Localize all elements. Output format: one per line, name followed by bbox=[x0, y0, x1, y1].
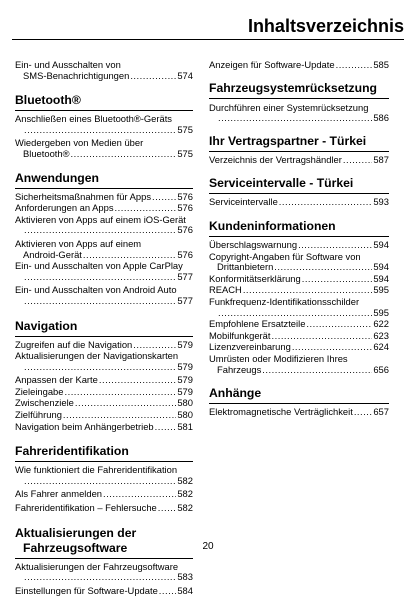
dot-leader bbox=[24, 272, 176, 283]
section-heading: Kundeninformationen bbox=[209, 219, 389, 237]
dot-leader bbox=[298, 240, 372, 251]
toc-entry-text: Funkfrequenz-Identifikationsschilder bbox=[209, 295, 360, 307]
toc-entry-text: Überschlagswarnung bbox=[209, 238, 298, 250]
page-ref: 594 bbox=[373, 272, 389, 284]
toc-entry[interactable] bbox=[15, 586, 193, 596]
toc-entry-text: Elektromagnetische Verträglichkeit bbox=[209, 406, 353, 418]
page-ref: 579 bbox=[177, 374, 193, 386]
toc-entry-text: Konformitätserklärung bbox=[209, 272, 301, 284]
toc-entry[interactable] bbox=[209, 297, 389, 318]
dot-leader bbox=[115, 203, 177, 214]
dot-leader bbox=[64, 387, 176, 398]
toc-entry[interactable] bbox=[209, 240, 389, 251]
page-ref: 595 bbox=[373, 284, 389, 296]
toc-entry[interactable] bbox=[15, 410, 193, 421]
toc-right-column bbox=[209, 60, 389, 418]
toc-entry-text: Aktualisierungen der Fahrzeugsoftware bbox=[15, 560, 179, 572]
toc-entry[interactable] bbox=[209, 319, 389, 330]
page-ref: 577 bbox=[177, 270, 193, 282]
dot-leader bbox=[24, 362, 176, 373]
dot-leader bbox=[336, 60, 373, 71]
toc-entry[interactable] bbox=[209, 103, 389, 124]
dot-leader bbox=[24, 572, 176, 583]
dot-leader bbox=[218, 308, 372, 319]
page-ref: 586 bbox=[373, 112, 389, 124]
toc-entry[interactable] bbox=[209, 331, 389, 342]
page-ref: 576 bbox=[177, 202, 193, 214]
toc-entry[interactable] bbox=[15, 192, 193, 203]
dot-leader bbox=[133, 340, 176, 351]
dot-leader bbox=[218, 113, 372, 124]
toc-entry[interactable] bbox=[209, 155, 389, 166]
page-ref: 584 bbox=[177, 584, 193, 596]
page-ref: 624 bbox=[373, 341, 389, 353]
page-ref: 576 bbox=[177, 190, 193, 202]
page-ref: 657 bbox=[373, 406, 389, 418]
page-ref: 581 bbox=[177, 420, 193, 432]
toc-entry[interactable] bbox=[209, 60, 389, 71]
page-ref: 585 bbox=[373, 59, 389, 70]
dot-leader bbox=[292, 342, 373, 353]
toc-entry-text: SMS-Benachrichtigungen bbox=[23, 69, 130, 81]
page-ref: 574 bbox=[177, 69, 193, 81]
page-ref: 576 bbox=[177, 248, 193, 260]
section-heading: Ihr Vertragspartner - Türkei bbox=[209, 134, 389, 152]
toc-entry-text: Zieleingabe bbox=[15, 385, 64, 397]
toc-entry[interactable] bbox=[15, 398, 193, 409]
toc-entry-text: REACH bbox=[209, 284, 242, 296]
toc-entry[interactable] bbox=[15, 562, 193, 583]
toc-entry-text: Zwischenziele bbox=[15, 397, 74, 409]
section-heading-line: Fahrzeugsoftware bbox=[23, 540, 128, 555]
section-heading: Bluetooth® bbox=[15, 93, 193, 111]
toc-entry-text: Aktivieren von Apps auf einem bbox=[15, 237, 142, 249]
page-ref: 582 bbox=[177, 502, 193, 514]
page-ref: 575 bbox=[177, 123, 193, 135]
dot-leader bbox=[158, 503, 177, 514]
section-heading: Anhänge bbox=[209, 386, 389, 404]
dot-leader bbox=[272, 331, 373, 342]
section-heading: Navigation bbox=[15, 319, 193, 337]
toc-entry[interactable] bbox=[15, 422, 193, 433]
page-title bbox=[12, 16, 404, 40]
toc-entry[interactable] bbox=[209, 285, 389, 296]
toc-entry[interactable] bbox=[15, 375, 193, 386]
dot-leader bbox=[343, 155, 372, 166]
page-number: 20 bbox=[202, 541, 214, 552]
page-ref: 582 bbox=[177, 474, 193, 486]
dot-leader bbox=[152, 192, 176, 203]
toc-entry-text: Zielführung bbox=[15, 409, 62, 421]
toc-entry[interactable] bbox=[209, 407, 389, 418]
page-ref: 583 bbox=[177, 571, 193, 583]
section-heading: Serviceintervalle - Türkei bbox=[209, 176, 389, 194]
toc-entry-text: Umrüsten oder Modifizieren Ihres bbox=[209, 352, 348, 364]
page-ref: 594 bbox=[373, 238, 389, 250]
toc-entry[interactable] bbox=[15, 239, 193, 260]
toc-entry[interactable] bbox=[15, 261, 193, 282]
dot-leader bbox=[243, 285, 373, 296]
page-ref: 576 bbox=[177, 224, 193, 236]
dot-leader bbox=[99, 375, 176, 386]
dot-leader bbox=[24, 296, 176, 307]
dot-leader bbox=[262, 365, 372, 376]
title-divider bbox=[12, 39, 404, 40]
dot-leader bbox=[274, 262, 372, 273]
page-ref: 582 bbox=[177, 488, 193, 500]
toc-entry[interactable] bbox=[15, 215, 193, 236]
toc-entry[interactable] bbox=[209, 354, 389, 375]
dot-leader bbox=[306, 319, 372, 330]
page-ref: 594 bbox=[373, 261, 389, 273]
page-ref: 579 bbox=[177, 385, 193, 397]
toc-entry-text: Ein- und Ausschalten von bbox=[15, 59, 121, 70]
toc-entry-text: Fahreridentifikation – Fehlersuche bbox=[15, 502, 157, 514]
toc-entry-text: Bluetooth® bbox=[23, 147, 70, 159]
toc-entry[interactable] bbox=[15, 60, 193, 81]
dot-leader bbox=[130, 71, 176, 82]
toc-entry[interactable] bbox=[15, 203, 193, 214]
page-ref: 593 bbox=[373, 196, 389, 208]
toc-entry-text: Android-Gerät bbox=[23, 248, 82, 260]
page-ref: 577 bbox=[177, 294, 193, 306]
toc-entry-text: Ein- und Ausschalten von Apple CarPlay bbox=[15, 260, 183, 272]
dot-leader bbox=[75, 398, 176, 409]
toc-entry-text: Lizenzvereinbarung bbox=[209, 341, 291, 353]
dot-leader bbox=[354, 407, 373, 418]
toc-entry[interactable] bbox=[209, 274, 389, 285]
toc-entry-text: Als Fahrer anmelden bbox=[15, 488, 103, 500]
toc-entry-text: Verzeichnis der Vertragshändler bbox=[209, 153, 342, 165]
dot-leader bbox=[279, 197, 373, 208]
dot-leader bbox=[24, 225, 176, 236]
toc-entry[interactable] bbox=[209, 342, 389, 353]
page-ref: 580 bbox=[177, 409, 193, 421]
toc-entry-text: Durchführen einer Systemrücksetzung bbox=[209, 101, 369, 113]
toc-entry[interactable] bbox=[15, 387, 193, 398]
toc-entry-text: Anschließen eines Bluetooth®-Geräts bbox=[15, 113, 172, 125]
dot-leader bbox=[71, 149, 177, 160]
page-ref: 623 bbox=[373, 329, 389, 341]
toc-entry-text: Einstellungen für Software-Update bbox=[15, 584, 158, 596]
toc-entry-text: Zugreifen auf die Navigation bbox=[15, 338, 133, 350]
toc-left-column bbox=[15, 60, 193, 596]
toc-entry-text: Wie funktioniert die Fahreridentifikation bbox=[15, 464, 178, 476]
toc-entry-text: Wiedergeben von Medien über bbox=[15, 137, 144, 149]
section-heading: Fahreridentifikation bbox=[15, 444, 193, 462]
toc-entry[interactable] bbox=[15, 503, 193, 514]
toc-entry-text: Anpassen der Karte bbox=[15, 374, 98, 386]
toc-entry-text: Anforderungen an Apps bbox=[15, 202, 114, 214]
toc-entry-text: Empfohlene Ersatzteile bbox=[209, 318, 306, 330]
dot-leader bbox=[24, 476, 176, 487]
toc-entry[interactable] bbox=[15, 351, 193, 372]
dot-leader bbox=[103, 489, 176, 500]
page-ref: 580 bbox=[177, 397, 193, 409]
page-ref: 579 bbox=[177, 338, 193, 350]
toc-entry-text: Fahrzeugs bbox=[217, 363, 262, 375]
section-heading: Fahrzeugsystemrücksetzung bbox=[209, 81, 389, 99]
dot-leader bbox=[24, 125, 176, 136]
dot-leader bbox=[63, 410, 176, 421]
page-ref: 622 bbox=[373, 318, 389, 330]
dot-leader bbox=[159, 586, 177, 596]
toc-entry[interactable] bbox=[15, 465, 193, 486]
toc-entry[interactable] bbox=[209, 252, 389, 273]
toc-entry-text: Aktivieren von Apps auf einem iOS-Gerät bbox=[15, 213, 186, 225]
dot-leader bbox=[155, 422, 177, 433]
toc-entry-text: Serviceintervalle bbox=[209, 196, 278, 208]
page-ref: 587 bbox=[373, 153, 389, 165]
page-ref: 579 bbox=[177, 360, 193, 372]
toc-entry[interactable] bbox=[209, 197, 389, 208]
section-heading: Anwendungen bbox=[15, 171, 193, 189]
toc-entry-text: Navigation beim Anhängerbetrieb bbox=[15, 420, 154, 432]
page-title-text: Inhaltsverzeichnis bbox=[247, 16, 404, 36]
toc-entry-text: Sicherheitsmaßnahmen für Apps bbox=[15, 190, 152, 202]
toc-entry-text: Drittanbietern bbox=[217, 261, 274, 273]
toc-entry-text: Copyright-Angaben für Software von bbox=[209, 250, 361, 262]
toc-entry[interactable] bbox=[15, 489, 193, 500]
page-ref: 595 bbox=[373, 306, 389, 318]
toc-entry-text: Mobilfunkgerät bbox=[209, 329, 271, 341]
toc-entry-text: Aktualisierungen der Navigationskarten bbox=[15, 350, 179, 362]
page-ref: 656 bbox=[373, 363, 389, 375]
toc-entry[interactable] bbox=[15, 138, 193, 159]
page-ref: 575 bbox=[177, 147, 193, 159]
toc-entry-text: Ein- und Ausschalten von Android Auto bbox=[15, 284, 177, 296]
section-heading-line: Aktualisierungen der bbox=[15, 525, 137, 540]
toc-entry[interactable] bbox=[15, 114, 193, 135]
dot-leader bbox=[83, 250, 176, 261]
toc-entry-text: Anzeigen für Software-Update bbox=[209, 59, 335, 70]
toc-entry[interactable] bbox=[15, 340, 193, 351]
dot-leader bbox=[302, 274, 373, 285]
toc-entry[interactable] bbox=[15, 285, 193, 306]
